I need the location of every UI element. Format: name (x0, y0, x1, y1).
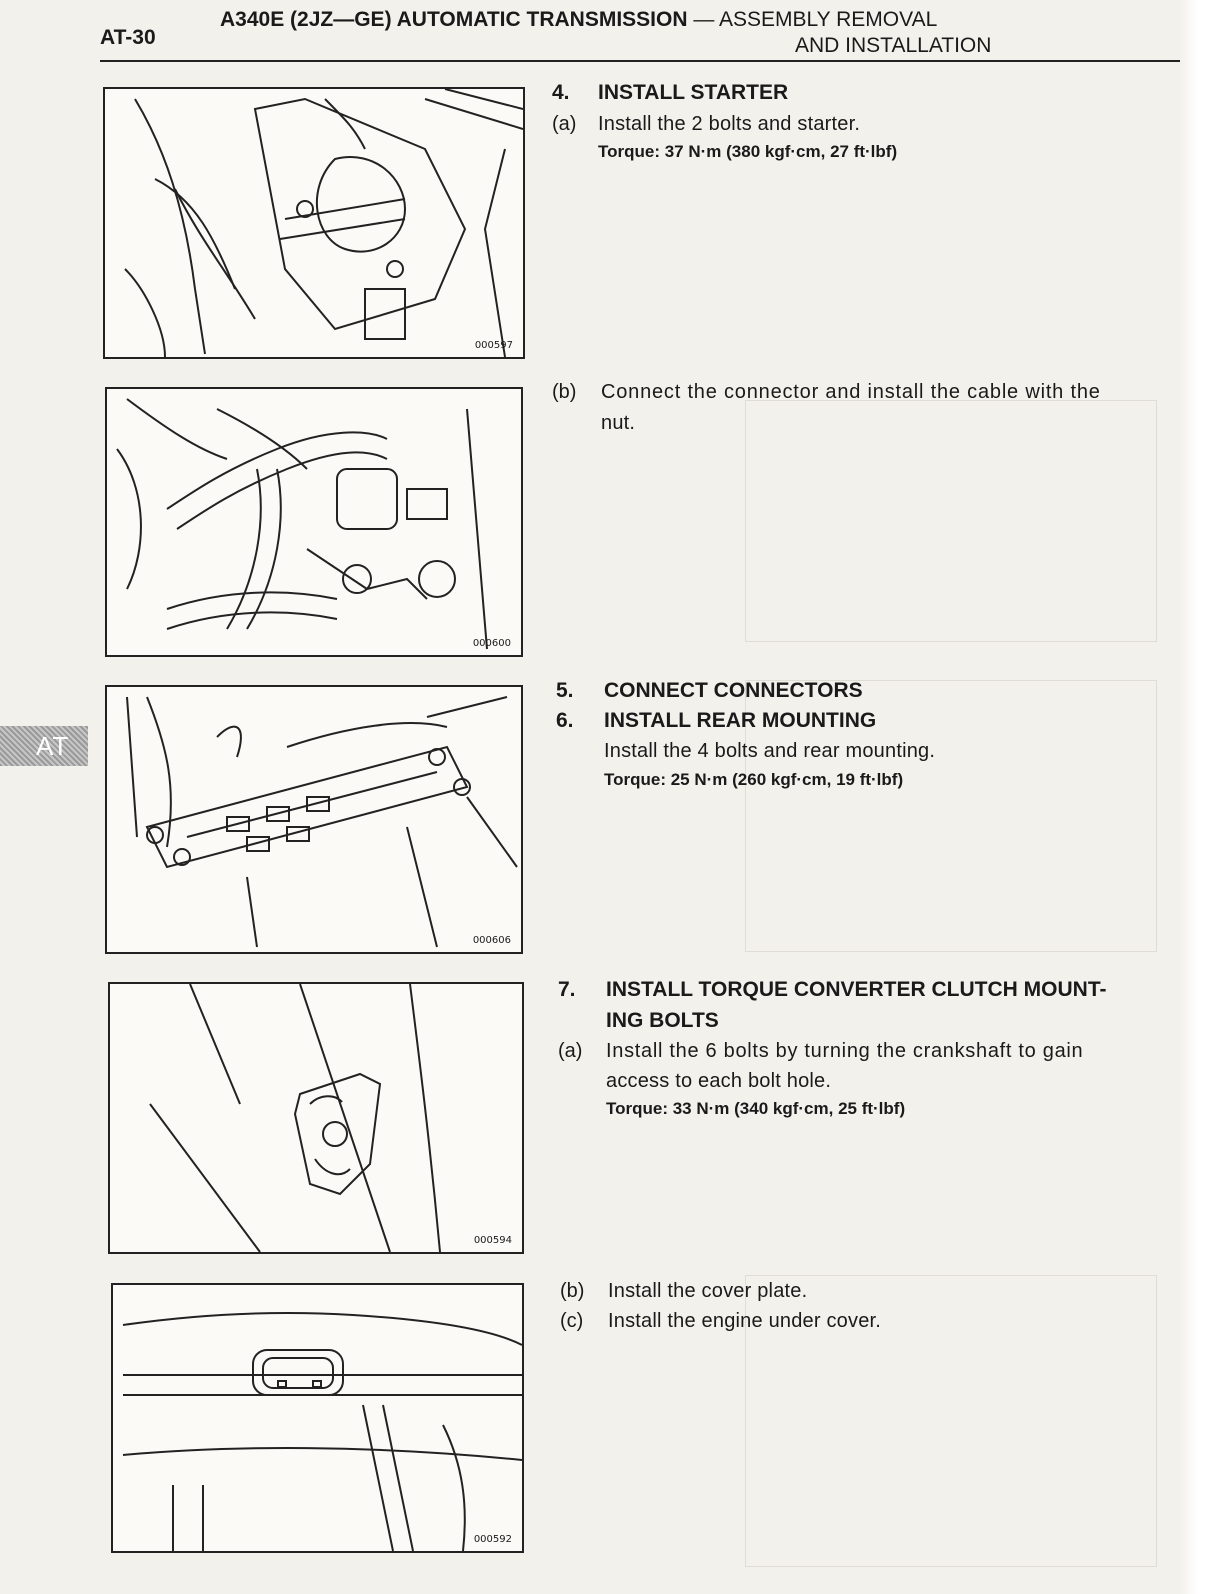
step-7c-text: Install the engine under cover. (608, 1310, 882, 1332)
torque-converter-illustration (110, 984, 522, 1252)
section-tab-label: AT (36, 731, 70, 761)
step-6-torque: Torque: 25 N·m (260 kgf·cm, 19 ft·lbf) (604, 770, 904, 789)
page-number: AT-30 (100, 26, 156, 49)
step-7b-text: Install the cover plate. (608, 1280, 808, 1302)
figure-starter (103, 87, 525, 359)
figure-cover-plate (111, 1283, 524, 1553)
step-6-number: 6. (556, 709, 574, 732)
step-5-title: CONNECT CONNECTORS (604, 679, 863, 702)
step-4b-text-line2: nut. (601, 412, 636, 434)
rear-mounting-illustration (107, 687, 521, 952)
figure-id: 000600 (472, 638, 511, 649)
step-7b-label: (b) (560, 1280, 585, 1302)
page-title-suffix: — ASSEMBLY REMOVAL (687, 8, 938, 31)
figure-id: 000597 (474, 340, 513, 351)
figure-id: 000592 (473, 1534, 512, 1545)
figure-connector-cable (105, 387, 523, 657)
figure-rear-mounting (105, 685, 523, 954)
step-7a-text-line1: Install the 6 bolts by turning the crankshaft to gain (606, 1040, 1084, 1062)
figure-id: 000606 (472, 935, 511, 946)
step-4b-label: (b) (552, 381, 577, 403)
step-6-text: Install the 4 bolts and rear mounting. (604, 740, 936, 762)
step-4a-torque: Torque: 37 N·m (380 kgf·cm, 27 ft·lbf) (598, 142, 898, 161)
figure-id: 000594 (473, 1235, 512, 1246)
cover-plate-illustration (113, 1285, 522, 1551)
section-tab (0, 726, 88, 766)
header-rule (100, 60, 1180, 62)
page-title-line2: AND INSTALLATION (795, 34, 992, 57)
step-4a-label: (a) (552, 113, 577, 135)
step-7-title-line1: INSTALL TORQUE CONVERTER CLUTCH MOUNT- (606, 978, 1107, 1001)
step-4a-text: Install the 2 bolts and starter. (598, 113, 861, 135)
step-5-number: 5. (556, 679, 574, 702)
page-title (220, 8, 937, 32)
step-7-number: 7. (558, 978, 576, 1001)
page-edge (1180, 0, 1210, 1594)
step-6-title: INSTALL REAR MOUNTING (604, 709, 877, 732)
step-7-title-line2: ING BOLTS (606, 1009, 719, 1032)
step-7c-label: (c) (560, 1310, 584, 1332)
bleed-through-figure (745, 400, 1157, 642)
figure-torque-converter-bolt (108, 982, 524, 1254)
starter-illustration (105, 89, 523, 357)
step-4b-text-line1: Connect the connector and install the cable with the (601, 381, 1101, 403)
page-title-main: A340E (2JZ—GE) AUTOMATIC TRANSMISSION (220, 8, 688, 31)
page-header (0, 0, 1210, 70)
step-7a-text-line2: access to each bolt hole. (606, 1070, 832, 1092)
step-7a-torque: Torque: 33 N·m (340 kgf·cm, 25 ft·lbf) (606, 1099, 906, 1118)
step-4-title: INSTALL STARTER (598, 81, 789, 104)
connector-cable-illustration (107, 389, 521, 655)
step-7a-label: (a) (558, 1040, 583, 1062)
step-4-number: 4. (552, 81, 570, 104)
